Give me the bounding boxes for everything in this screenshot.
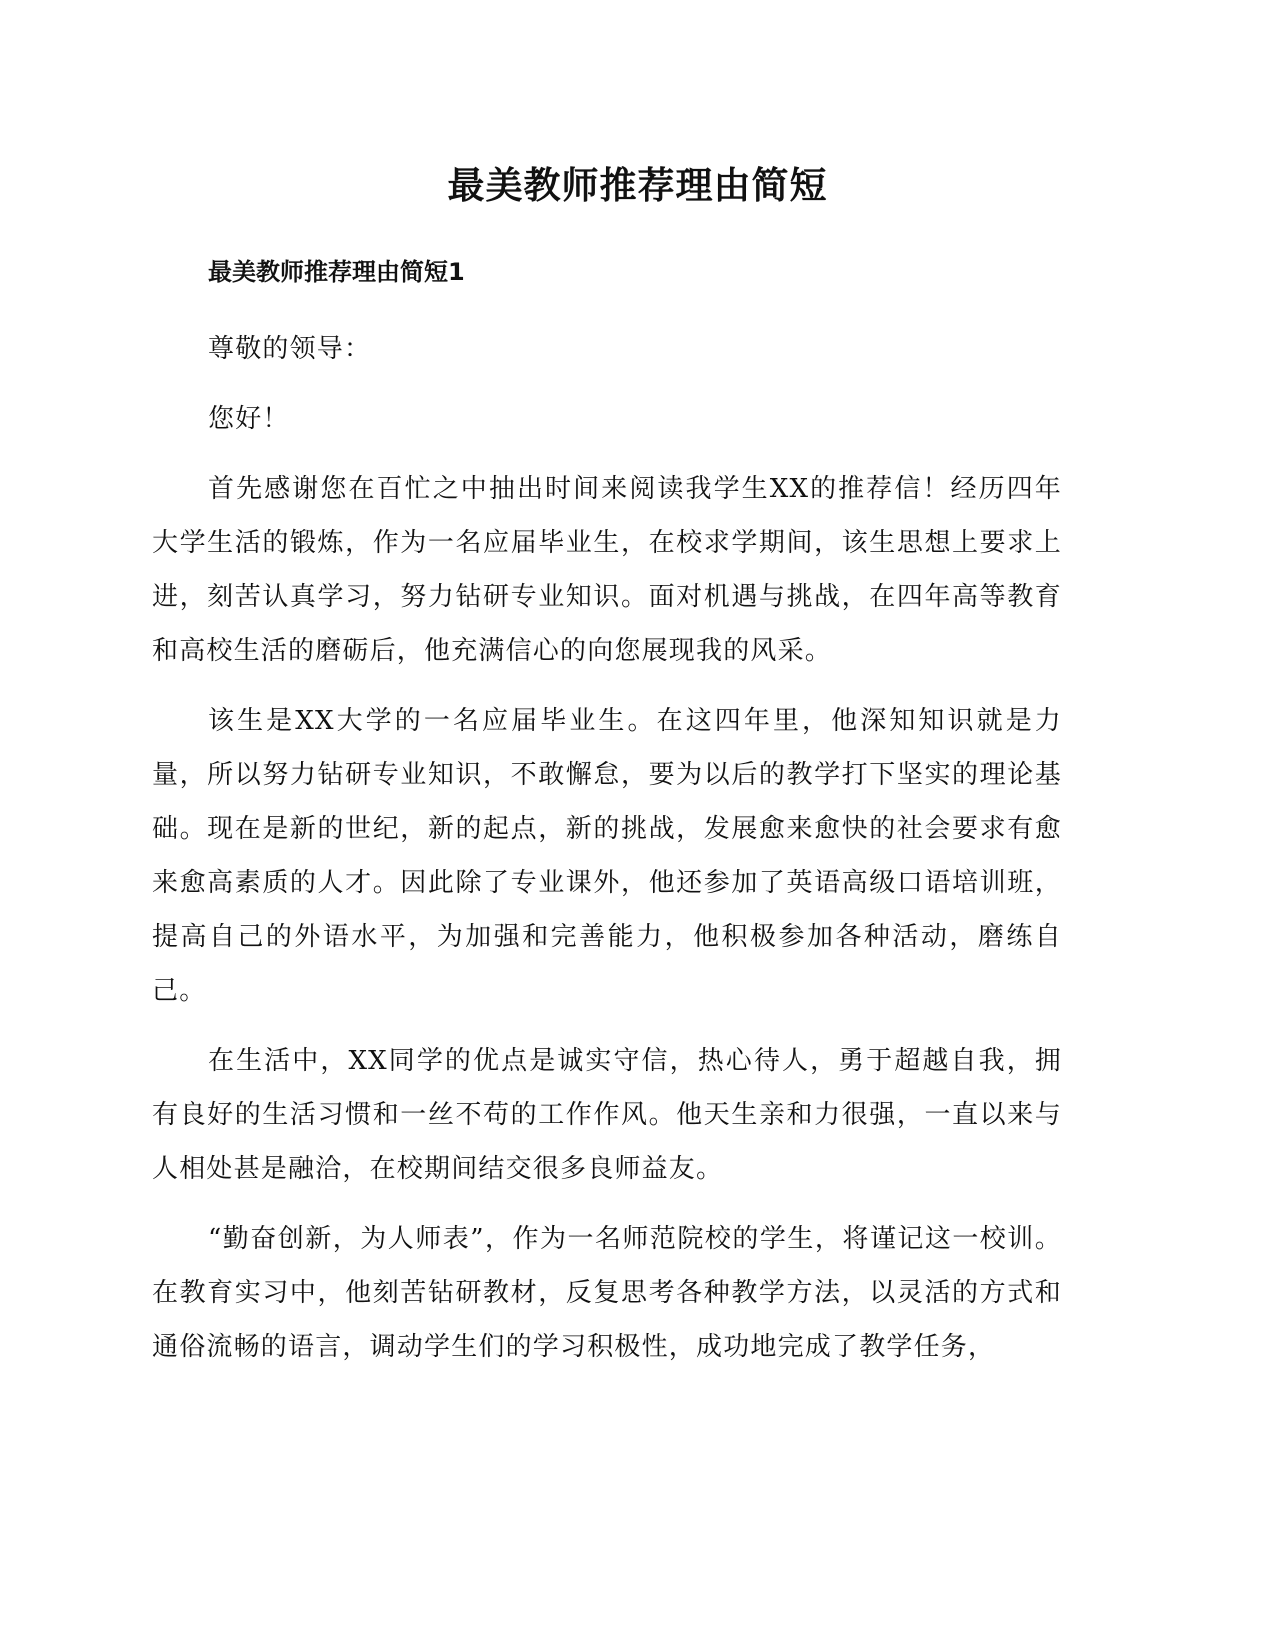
paragraph: 首先感谢您在百忙之中抽出时间来阅读我学生XX的推荐信！经历四年大学生活的锻炼，作为一名应届毕业生，在校求学期间，该生思想上要求上进，刻苦认真学习，努力钻研专业知识。面对机遇与挑战，在四年高等教育和高校生活的磨砺后，他充满信心的向您展现我的风采。 (152, 474, 1062, 666)
paragraph: 该生是XX大学的一名应届毕业生。在这四年里，他深知知识就是力量，所以努力钻研专业知识，不敢懈怠，要为以后的教学打下坚实的理论基础。现在是新的世纪，新的起点，新的挑战，发展愈来愈快的社会要求有愈来愈高素质的人才。因此除了专业课外，他还参加了英语高级口语培训班，提高自己的外语水平，为加强和完善能力，他积极参加各种活动，磨练自己。 (152, 706, 1062, 1006)
paragraph: “勤奋创新，为人师表”，作为一名师范院校的学生，将谨记这一校训。在教育实习中，他刻苦钻研教材，反复思考各种教学方法，以灵活的方式和通俗流畅的语言，调动学生们的学习积极性，成功地完成了教学任务， (152, 1224, 1062, 1362)
document-title: 最美教师推荐理由简短 (447, 164, 828, 207)
section-heading: 最美教师推荐理由简短1 (208, 258, 465, 286)
salutation: 尊敬的领导： (208, 334, 372, 364)
document-body (152, 252, 1062, 1390)
greeting: 您好！ (208, 404, 290, 434)
paragraph: 在生活中，XX同学的优点是诚实守信，热心待人，勇于超越自我，拥有良好的生活习惯和一丝不苟的工作作风。他天生亲和力很强，一直以来与人相处甚是融洽，在校期间结交很多良师益友。 (152, 1046, 1062, 1184)
